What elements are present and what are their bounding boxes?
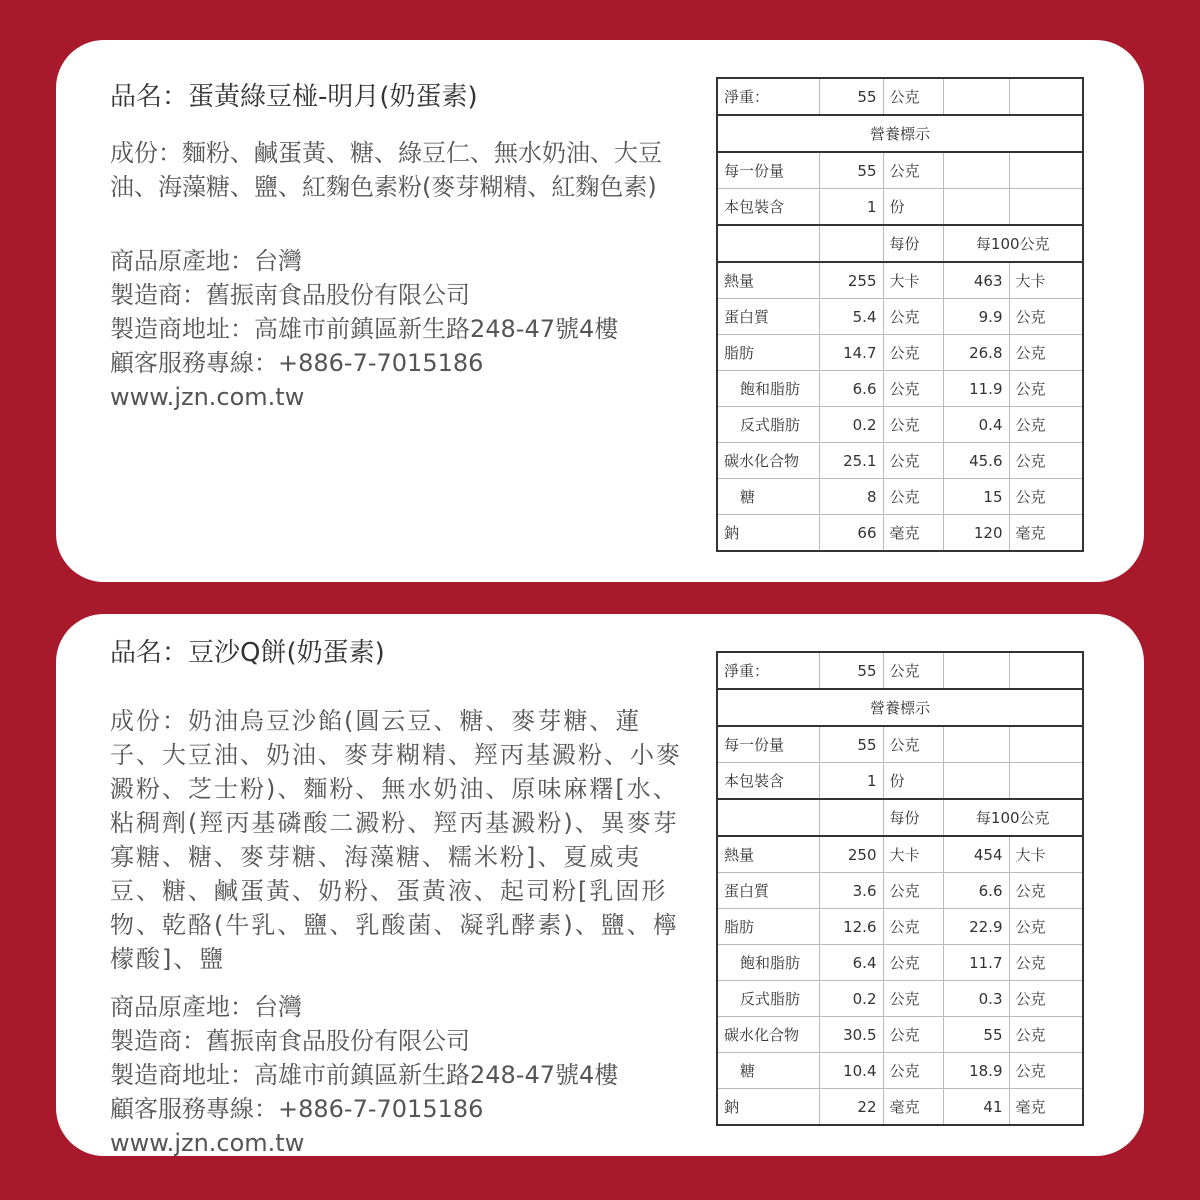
nutrient-name: 糖 [717,1053,819,1089]
nutrition-row [717,299,1083,335]
per-100g-unit: 公克 [1009,407,1083,443]
per-serving-unit: 公克 [883,407,943,443]
per-serving-header: 每份 [883,225,943,262]
nutrition-row [717,371,1083,407]
nutrient-name: 鈉 [717,1089,819,1126]
nutrition-row [717,262,1083,299]
nutrition-row [717,873,1083,909]
product-card-2 [56,614,1144,1156]
nutrition-row [717,407,1083,443]
per-100g-value: 9.9 [943,299,1009,335]
per-100g-value: 0.4 [943,407,1009,443]
product-title: 品名：蛋黃綠豆椪-明月(奶蛋素) [110,82,478,112]
per-serving-unit: 公克 [883,981,943,1017]
nutrition-heading: 營養標示 [717,689,1083,726]
origin-text: 商品原產地：台灣 [110,993,302,1021]
per-100g-header: 每100公克 [943,799,1083,836]
nutrition-row [717,945,1083,981]
product-meta [110,244,618,414]
per-100g-unit: 公克 [1009,873,1083,909]
nutrient-name: 蛋白質 [717,873,819,909]
serving-unit: 公克 [883,726,943,763]
nutrient-name: 碳水化合物 [717,443,819,479]
per-100g-value: 454 [943,836,1009,873]
nutrient-name: 飽和脂肪 [717,371,819,407]
net-weight-value: 55 [819,78,883,115]
per-100g-value: 11.7 [943,945,1009,981]
servings-unit: 份 [883,763,943,800]
per-100g-value: 18.9 [943,1053,1009,1089]
per-100g-unit: 毫克 [1009,515,1083,552]
nutrition-row [717,836,1083,873]
per-serving-value: 3.6 [819,873,883,909]
per-serving-value: 5.4 [819,299,883,335]
per-100g-unit: 大卡 [1009,836,1083,873]
nutrient-name: 碳水化合物 [717,1017,819,1053]
per-serving-unit: 大卡 [883,262,943,299]
per-serving-value: 8 [819,479,883,515]
website-link[interactable]: www.jzn.com.tw [110,1129,305,1157]
per-100g-unit: 毫克 [1009,1089,1083,1126]
nutrition-row [717,981,1083,1017]
per-100g-unit: 公克 [1009,335,1083,371]
nutrient-name: 脂肪 [717,335,819,371]
manufacturer-text: 製造商：舊振南食品股份有限公司 [110,281,470,309]
nutrition-rows [717,262,1083,551]
per-100g-unit: 公克 [1009,909,1083,945]
serving-label: 每一份量 [717,726,819,763]
address-text: 製造商地址：高雄市前鎮區新生路248-47號4樓 [110,315,619,343]
per-serving-unit: 公克 [883,335,943,371]
per-100g-value: 26.8 [943,335,1009,371]
nutrition-row [717,515,1083,552]
per-100g-unit: 公克 [1009,371,1083,407]
per-100g-value: 463 [943,262,1009,299]
per-serving-value: 14.7 [819,335,883,371]
per-serving-unit: 公克 [883,479,943,515]
servings-label: 本包裝含 [717,763,819,800]
nutrient-name: 反式脂肪 [717,981,819,1017]
per-100g-value: 41 [943,1089,1009,1126]
per-100g-unit: 公克 [1009,443,1083,479]
net-weight-label: 淨重： [717,78,819,115]
per-100g-unit: 公克 [1009,1017,1083,1053]
net-weight-unit: 公克 [883,78,943,115]
nutrient-name: 蛋白質 [717,299,819,335]
nutrition-row [717,1017,1083,1053]
per-100g-value: 6.6 [943,873,1009,909]
per-serving-unit: 公克 [883,945,943,981]
nutrition-table [716,77,1084,552]
nutrient-name: 脂肪 [717,909,819,945]
nutrition-row [717,335,1083,371]
nutrition-row [717,443,1083,479]
product-title: 品名：豆沙Q餅(奶蛋素) [110,638,385,668]
serving-label: 每一份量 [717,152,819,189]
per-100g-header: 每100公克 [943,225,1083,262]
per-serving-value: 6.6 [819,371,883,407]
net-weight-label: 淨重： [717,652,819,689]
per-serving-value: 25.1 [819,443,883,479]
address-text: 製造商地址：高雄市前鎮區新生路248-47號4樓 [110,1061,619,1089]
per-serving-unit: 公克 [883,1017,943,1053]
ingredients-text: 成份：奶油烏豆沙餡(圓云豆、糖、麥芽糖、蓮子、大豆油、奶油、麥芽糊精、羥丙基澱粉、小麥澱粉、芝士粉)、麵粉、無水奶油、原味麻糬[水、粘稠劑(羥丙基磷酸二澱粉、羥丙基澱粉)、異麥芽寡糖、糖、麥芽糖、海藻糖、糯米粉]、夏威夷豆、糖、鹹蛋黃、奶粉、蛋黃液、起司粉[乳固形物、乾酪(牛乳、鹽、乳酸菌、凝乳酵素)、鹽、檸檬酸]、鹽 [110,707,682,973]
per-serving-unit: 大卡 [883,836,943,873]
per-serving-unit: 公克 [883,909,943,945]
nutrition-table [716,651,1084,1126]
nutrient-name: 飽和脂肪 [717,945,819,981]
per-100g-unit: 大卡 [1009,262,1083,299]
per-serving-value: 10.4 [819,1053,883,1089]
per-serving-unit: 公克 [883,299,943,335]
servings-unit: 份 [883,189,943,226]
nutrition-row [717,909,1083,945]
per-serving-value: 22 [819,1089,883,1126]
per-serving-unit: 公克 [883,443,943,479]
per-serving-unit: 毫克 [883,1089,943,1126]
per-serving-value: 12.6 [819,909,883,945]
hotline-text: 顧客服務專線：+886-7-7015186 [110,1095,484,1123]
per-100g-unit: 公克 [1009,479,1083,515]
per-serving-value: 66 [819,515,883,552]
nutrition-row [717,1089,1083,1126]
servings-value: 1 [819,189,883,226]
ingredients-text: 成份：麵粉、鹹蛋黃、糖、綠豆仁、無水奶油、大豆油、海藻糖、鹽、紅麴色素粉(麥芽糊精、紅麴色素) [110,139,662,201]
per-serving-value: 0.2 [819,407,883,443]
serving-unit: 公克 [883,152,943,189]
product-card-1 [56,40,1144,582]
per-100g-unit: 公克 [1009,299,1083,335]
servings-label: 本包裝含 [717,189,819,226]
per-serving-value: 255 [819,262,883,299]
per-100g-value: 0.3 [943,981,1009,1017]
per-serving-unit: 毫克 [883,515,943,552]
per-serving-unit: 公克 [883,371,943,407]
per-100g-value: 11.9 [943,371,1009,407]
nutrition-heading: 營養標示 [717,115,1083,152]
per-serving-header: 每份 [883,799,943,836]
per-100g-value: 15 [943,479,1009,515]
manufacturer-text: 製造商：舊振南食品股份有限公司 [110,1027,470,1055]
net-weight-value: 55 [819,652,883,689]
origin-text: 商品原產地：台灣 [110,247,302,275]
per-100g-unit: 公克 [1009,981,1083,1017]
per-serving-value: 0.2 [819,981,883,1017]
per-serving-value: 30.5 [819,1017,883,1053]
nutrition-rows [717,836,1083,1125]
net-weight-unit: 公克 [883,652,943,689]
serving-value: 55 [819,726,883,763]
per-serving-unit: 公克 [883,873,943,909]
hotline-text: 顧客服務專線：+886-7-7015186 [110,349,484,377]
per-100g-unit: 公克 [1009,1053,1083,1089]
per-100g-value: 22.9 [943,909,1009,945]
per-serving-value: 6.4 [819,945,883,981]
nutrient-name: 反式脂肪 [717,407,819,443]
per-100g-unit: 公克 [1009,945,1083,981]
serving-value: 55 [819,152,883,189]
servings-value: 1 [819,763,883,800]
per-100g-value: 55 [943,1017,1009,1053]
nutrition-row [717,479,1083,515]
per-serving-value: 250 [819,836,883,873]
per-serving-unit: 公克 [883,1053,943,1089]
nutrition-row [717,1053,1083,1089]
nutrient-name: 糖 [717,479,819,515]
per-100g-value: 45.6 [943,443,1009,479]
nutrient-name: 熱量 [717,262,819,299]
product-meta [110,990,618,1160]
nutrient-name: 熱量 [717,836,819,873]
per-100g-value: 120 [943,515,1009,552]
nutrient-name: 鈉 [717,515,819,552]
website-link[interactable]: www.jzn.com.tw [110,383,305,411]
